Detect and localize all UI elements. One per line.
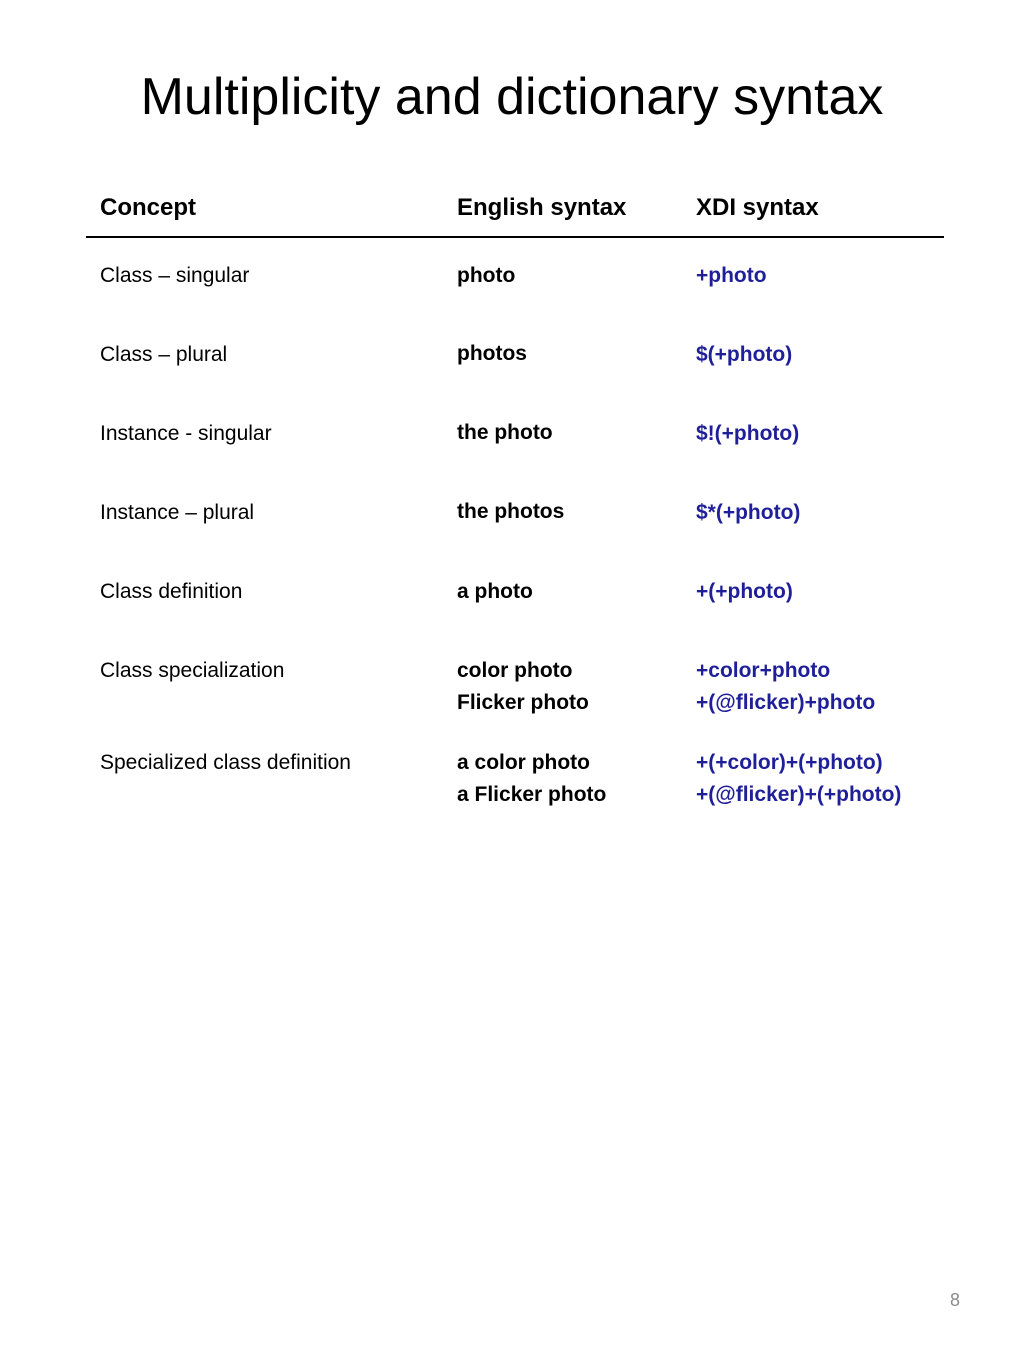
english-line: the photo <box>457 421 553 444</box>
header-concept: Concept <box>100 194 196 221</box>
english-cell <box>457 496 564 528</box>
xdi-line: +(@flicker)+(+photo) <box>696 783 902 806</box>
xdi-cell <box>696 576 793 608</box>
english-cell <box>457 655 589 719</box>
xdi-cell <box>696 747 901 811</box>
xdi-line: +photo <box>696 264 767 287</box>
english-line: photo <box>457 264 516 287</box>
xdi-line: +(@flicker)+photo <box>696 691 876 714</box>
xdi-cell <box>696 418 799 450</box>
english-cell <box>457 576 533 608</box>
concept-cell: Specialized class definition <box>100 751 351 774</box>
english-line: a Flicker photo <box>457 783 607 806</box>
table-header <box>86 190 944 238</box>
xdi-line: +(+photo) <box>696 580 793 603</box>
english-line: photos <box>457 342 527 365</box>
xdi-cell <box>696 260 767 292</box>
slide-title: Multiplicity and dictionary syntax <box>140 68 884 126</box>
xdi-cell <box>696 497 800 529</box>
english-line: the photos <box>457 500 565 523</box>
xdi-line: +(+color)+(+photo) <box>696 751 883 774</box>
page-number: 8 <box>949 1290 960 1310</box>
syntax-table <box>86 190 944 806</box>
xdi-line: $*(+photo) <box>696 501 801 524</box>
english-cell <box>457 338 527 370</box>
xdi-line: $!(+photo) <box>696 422 800 445</box>
english-line: color photo <box>457 659 573 682</box>
concept-cell: Instance – plural <box>100 501 255 524</box>
english-cell <box>457 260 515 292</box>
concept-cell: Class definition <box>100 580 243 603</box>
english-cell <box>457 417 553 449</box>
english-line: a photo <box>457 580 533 603</box>
english-line: a color photo <box>457 751 590 774</box>
xdi-line: +color+photo <box>696 659 831 682</box>
english-cell <box>457 747 606 811</box>
xdi-cell <box>696 339 792 371</box>
xdi-cell <box>696 655 875 719</box>
english-line: Flicker photo <box>457 691 589 714</box>
concept-cell: Class – plural <box>100 343 228 366</box>
header-xdi-syntax: XDI syntax <box>696 194 819 221</box>
xdi-line: $(+photo) <box>696 343 793 366</box>
concept-cell: Class specialization <box>100 659 285 682</box>
concept-cell: Class – singular <box>100 264 250 287</box>
header-english-syntax: English syntax <box>457 194 627 221</box>
concept-cell: Instance - singular <box>100 422 272 445</box>
